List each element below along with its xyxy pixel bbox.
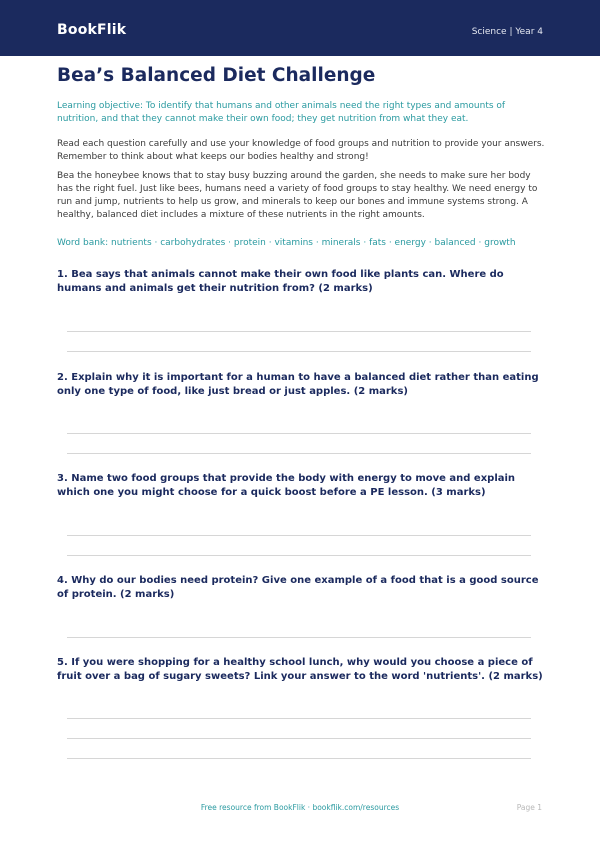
word-bank: Word bank: nutrients · carbohydrates · protein · vitamins · minerals · fats · energy · balanced · growth (57, 238, 516, 248)
answer-line[interactable] (67, 535, 531, 536)
answer-line[interactable] (67, 637, 531, 638)
subject-label: Science | Year 4 (471, 27, 543, 37)
answer-line[interactable] (67, 433, 531, 434)
page-number: Page 1 (516, 803, 542, 812)
question-5: 5. If you were shopping for a healthy school lunch, why would you choose a piece of fruit over a bag of sugary sweets? Link your answer to the word 'nutrients'. (2 marks) (57, 657, 543, 682)
intro-paragraph: Read each question carefully and use your knowledge of food groups and nutrition to provide your answers. Remember to think about what keeps our bodies healthy and strong! (57, 139, 545, 162)
answer-line[interactable] (67, 331, 531, 332)
question-3: 3. Name two food groups that provide the body with energy to move and explain which one you might choose for a quick boost before a PE lesson. (3 marks) (57, 473, 516, 498)
answer-line[interactable] (67, 351, 531, 352)
answer-line[interactable] (67, 718, 531, 719)
answer-line[interactable] (67, 555, 531, 556)
answer-line[interactable] (67, 758, 531, 759)
page-title: Bea’s Balanced Diet Challenge (57, 65, 376, 86)
page-header (0, 0, 600, 56)
story-paragraph: Bea the honeybee knows that to stay busy buzzing around the garden, she needs to make sure her body has the right fuel. Just like bees, humans need a variety of food groups to stay healthy. We need energy to run and jump, nutrients to help us grow, and minerals to keep our bones and immune systems strong. A healthy, balanced diet includes a mixture of these nutrients in the right amounts. (57, 171, 538, 220)
answer-line[interactable] (67, 738, 531, 739)
footer-credit: Free resource from BookFlik · bookflik.com/resources (200, 803, 400, 812)
answer-line[interactable] (67, 453, 531, 454)
brand-logo-text: BookFlik (57, 22, 127, 38)
question-2: 2. Explain why it is important for a human to have a balanced diet rather than eating only one type of food, like just bread or just apples. (2 marks) (57, 372, 539, 397)
question-1: 1. Bea says that animals cannot make their own food like plants can. Where do humans and animals get their nutrition from? (2 marks) (57, 269, 504, 294)
question-4: 4. Why do our bodies need protein? Give one example of a food that is a good source of protein. (2 marks) (57, 575, 539, 600)
learning-objective: Learning objective: To identify that humans and other animals need the right types and amounts of nutrition, and that they cannot make their own food; they get nutrition from what they eat. (57, 101, 506, 124)
